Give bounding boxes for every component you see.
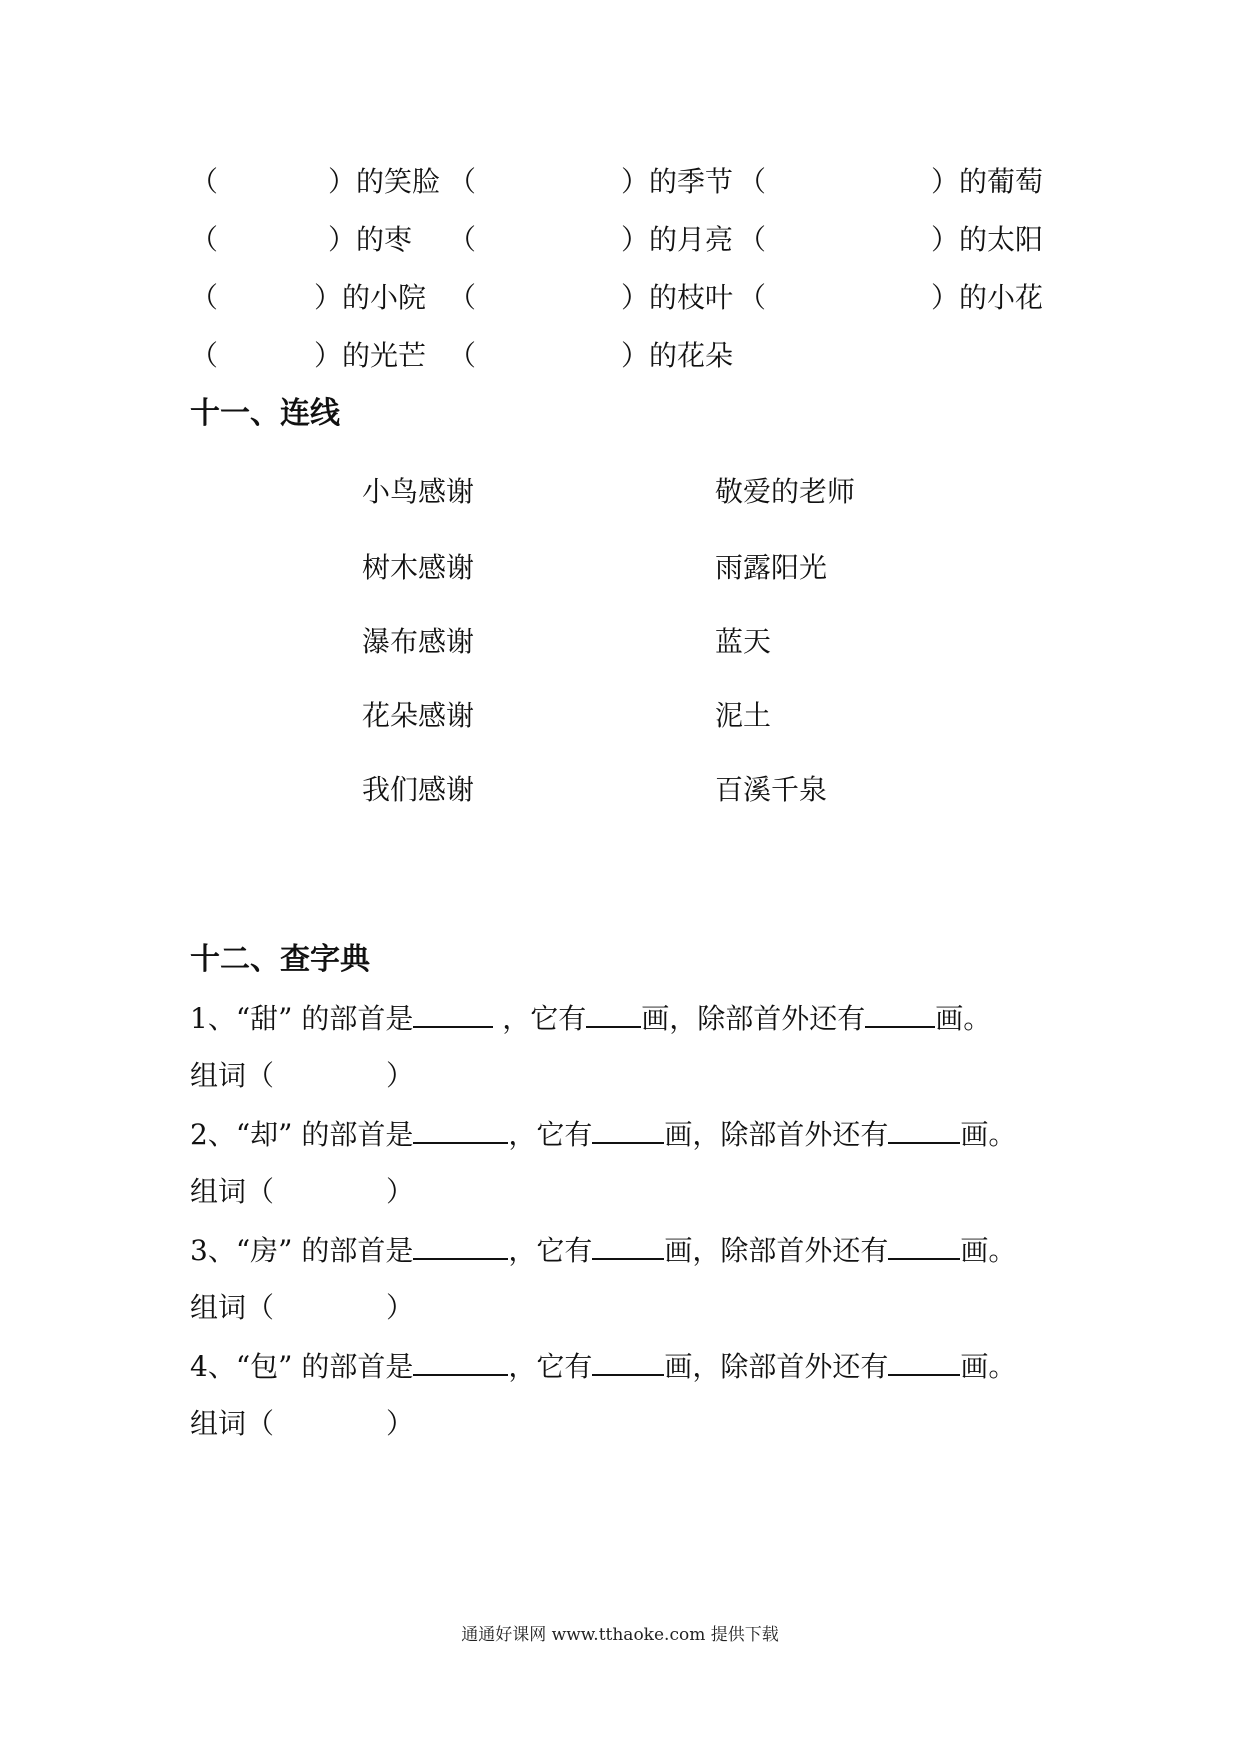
fill-item: （ ）的季节	[448, 165, 734, 198]
fill-row-4	[190, 336, 1070, 376]
match-left-item: 瀑布感谢	[362, 625, 475, 658]
dictionary-question-1: 1、“甜” 的部首是 ，它有 画，除部首外还有 画。	[190, 998, 991, 1039]
answer-blank[interactable]	[413, 1230, 508, 1260]
match-left-item: 树木感谢	[362, 551, 475, 584]
answer-blank[interactable]	[888, 1114, 960, 1144]
fill-item: （ ）的光芒	[190, 339, 427, 372]
answer-blank[interactable]	[888, 1346, 960, 1376]
fill-item: （ ）的枣	[190, 223, 413, 256]
section-11-heading: 十一、连线	[190, 396, 340, 431]
zuci-line-4: 组词（ ）	[190, 1407, 415, 1440]
match-right-item: 敬爱的老师	[715, 475, 856, 508]
zuci-line-2: 组词（ ）	[190, 1175, 415, 1208]
match-left-item: 我们感谢	[362, 773, 475, 806]
answer-blank[interactable]	[413, 1346, 508, 1376]
fill-row-2	[190, 220, 1070, 260]
match-right-item: 百溪千泉	[715, 773, 828, 806]
fill-row-1	[190, 162, 1070, 202]
answer-blank[interactable]	[888, 1230, 960, 1260]
fill-row-3	[190, 278, 1070, 318]
match-left-item: 小鸟感谢	[362, 475, 475, 508]
answer-blank[interactable]	[413, 1114, 508, 1144]
dictionary-question-2: 2、“却” 的部首是 ，它有 画，除部首外还有 画。	[190, 1114, 1016, 1155]
fill-item: （ ）的枝叶	[448, 281, 734, 314]
zuci-line-1: 组词（ ）	[190, 1059, 415, 1092]
match-right-item: 泥土	[715, 699, 772, 732]
match-right-item: 蓝天	[715, 625, 772, 658]
fill-item: （ ）的小花	[738, 281, 1044, 314]
match-left-item: 花朵感谢	[362, 699, 475, 732]
dictionary-question-3: 3、“房” 的部首是 ，它有 画，除部首外还有 画。	[190, 1230, 1016, 1271]
fill-item: （ ）的笑脸	[190, 165, 441, 198]
answer-blank[interactable]	[865, 998, 935, 1028]
fill-item: （ ）的月亮	[448, 223, 734, 256]
answer-blank[interactable]	[413, 998, 493, 1028]
dictionary-question-4: 4、“包” 的部首是 ，它有 画，除部首外还有 画。	[190, 1346, 1016, 1387]
page-footer: 通通好课网 www.tthaoke.com 提供下载	[461, 1625, 779, 1645]
fill-item: （ ）的小院	[190, 281, 427, 314]
answer-blank[interactable]	[592, 1114, 664, 1144]
zuci-line-3: 组词（ ）	[190, 1291, 415, 1324]
answer-blank[interactable]	[586, 998, 641, 1028]
section-12-heading: 十二、查字典	[190, 942, 370, 977]
answer-blank[interactable]	[592, 1346, 664, 1376]
answer-blank[interactable]	[592, 1230, 664, 1260]
fill-item: （ ）的太阳	[738, 223, 1044, 256]
match-right-item: 雨露阳光	[715, 551, 828, 584]
fill-item: （ ）的葡萄	[738, 165, 1044, 198]
fill-item: （ ）的花朵	[448, 339, 734, 372]
